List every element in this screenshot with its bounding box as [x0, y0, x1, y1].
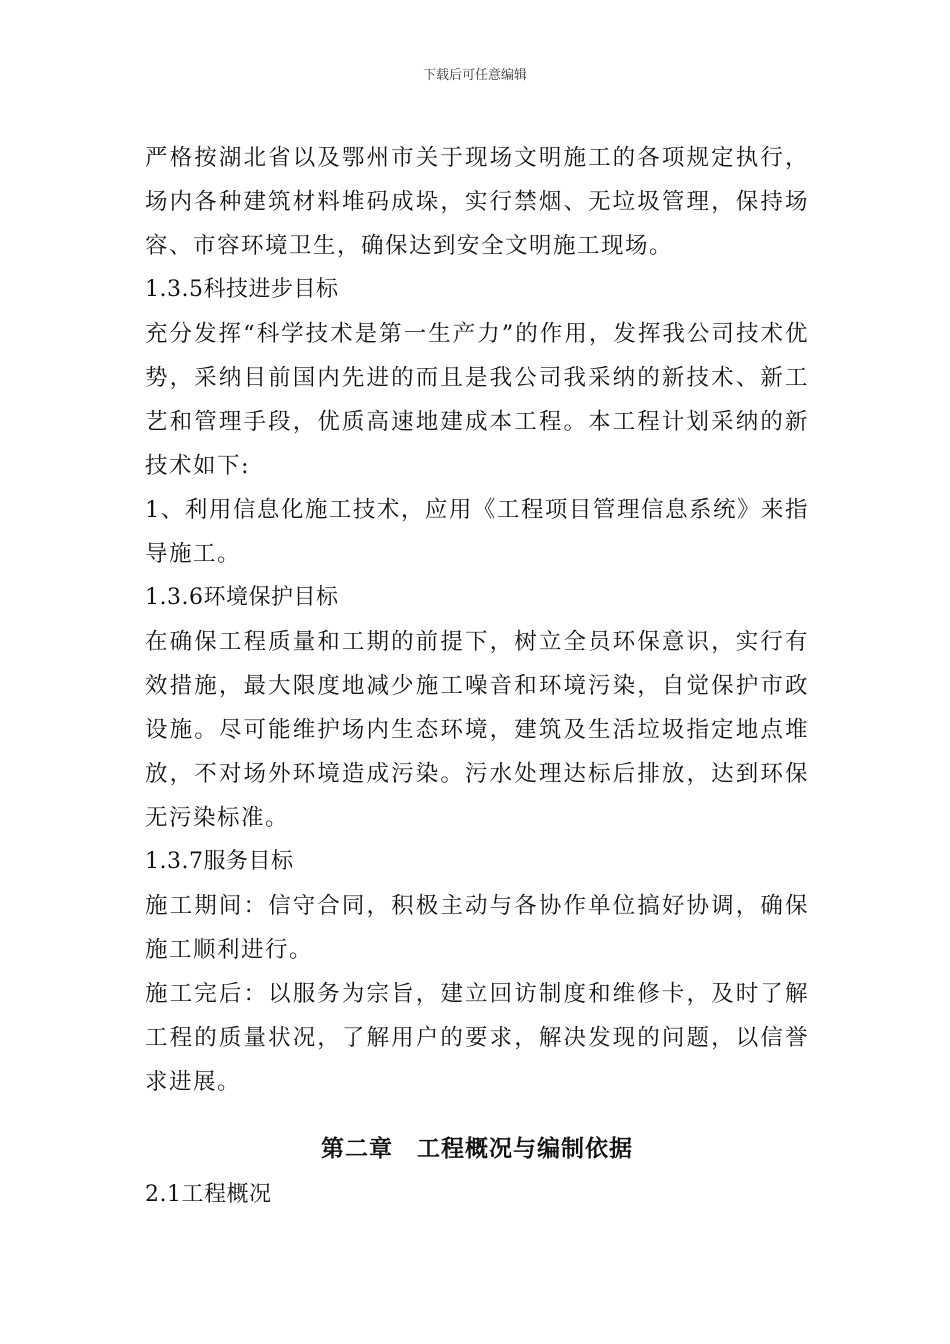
- document-body: [145, 136, 809, 1218]
- page-header-note: 下载后可任意编辑: [422, 68, 527, 83]
- paragraph-service-during: 施工期间：信守合同，积极主动与各协作单位搞好协调，确保施工顺利进行。: [145, 893, 809, 963]
- paragraph-tech-item-1: 1、利用信息化施工技术，应用《工程项目管理信息系统》来指导施工。: [145, 497, 809, 567]
- heading-1-3-5: 1.3.5科技进步目标: [145, 277, 339, 302]
- heading-1-3-7: 1.3.7服务目标: [145, 849, 294, 874]
- paragraph-civilized-construction: 严格按湖北省以及鄂州市关于现场文明施工的各项规定执行，场内各种建筑材料堆码成垛，实行禁烟、无垃圾管理，保持场容、市容环境卫生，确保达到安全文明施工现场。: [145, 145, 809, 259]
- paragraph-tech-progress: 充分发挥“科学技术是第一生产力”的作用，发挥我公司技术优势，采纳目前国内先进的而且是我公司我采纳的新技术、新工艺和管理手段，优质高速地建成本工程。本工程计划采纳的新技术如下:: [145, 321, 809, 479]
- heading-1-3-6: 1.3.6环境保护目标: [145, 585, 339, 610]
- section-2-1: 2.1工程概况: [145, 1182, 272, 1207]
- chapter-title: 第二章 工程概况与编制依据: [321, 1135, 633, 1162]
- paragraph-service-after: 施工完后：以服务为宗旨，建立回访制度和维修卡，及时了解工程的质量状况，了解用户的要求，解决发现的问题，以信誉求进展。: [145, 981, 809, 1095]
- paragraph-environment: 在确保工程质量和工期的前提下，树立全员环保意识，实行有效措施，最大限度地减少施工噪音和环境污染，自觉保护市政设施。尽可能维护场内生态环境，建筑及生活垃圾指定地点堆放，不对场外环境造成污染。污水处理达标后排放，达到环保无污染标准。: [145, 629, 809, 831]
